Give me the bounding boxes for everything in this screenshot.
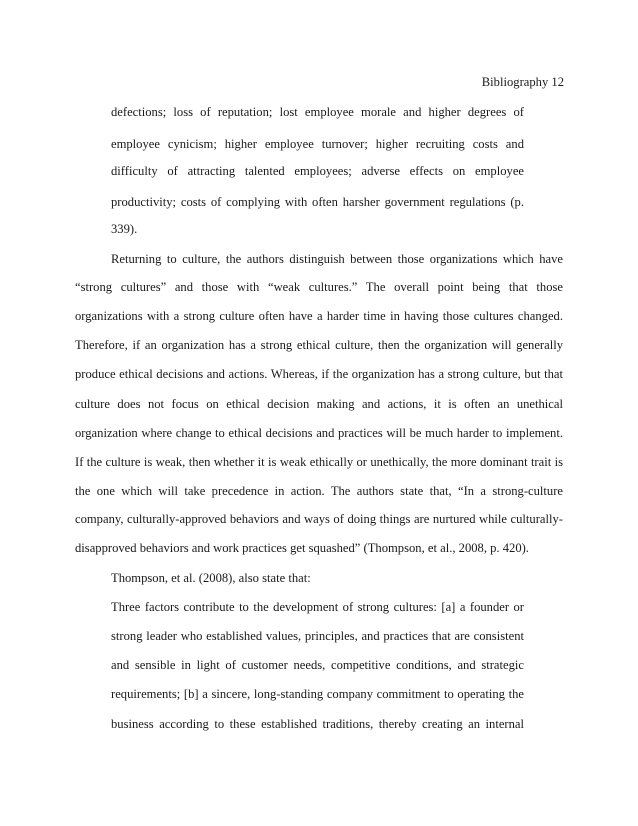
block-quote-line: defections; loss of reputation; lost employee morale and higher degrees of: [111, 105, 524, 119]
paragraph-line: produce ethical decisions and actions. Whereas, if the organization has a strong culture, but that: [75, 367, 563, 381]
block-quote-line: business according to these established traditions, thereby creating an internal: [111, 717, 524, 731]
paragraph-line: If the culture is weak, then whether it is weak ethically or unethically, the more dominant trait is: [75, 455, 563, 469]
paragraph-line: disapproved behaviors and work practices get squashed” (Thompson, et al., 2008, p. 420).: [75, 541, 529, 555]
block-quote-line: Three factors contribute to the development of strong cultures: [a] a founder or: [111, 600, 524, 614]
paragraph-line: Thompson, et al. (2008), also state that:: [111, 571, 311, 585]
block-quote-line: employee cynicism; higher employee turnover; higher recruiting costs and: [111, 137, 524, 151]
block-quote-line: productivity; costs of complying with often harsher government regulations (p.: [111, 195, 524, 209]
block-quote-line: requirements; [b] a sincere, long-standing company commitment to operating the: [111, 687, 524, 701]
block-quote-line: 339).: [111, 222, 138, 236]
paragraph-line: the one which will take precedence in action. The authors state that, “In a strong-culture: [75, 484, 563, 498]
running-head: Bibliography 12: [481, 75, 564, 89]
block-quote-line: and sensible in light of customer needs, competitive conditions, and strategic: [111, 658, 524, 672]
paragraph-line: company, culturally-approved behaviors and ways of doing things are nurtured while culturally-: [75, 512, 563, 526]
paragraph-line: organizations with a strong culture often have a harder time in having those cultures changed.: [75, 309, 563, 323]
paragraph-line: Returning to culture, the authors distinguish between those organizations which have: [111, 252, 563, 266]
block-quote-line: strong leader who established values, principles, and practices that are consistent: [111, 629, 524, 643]
paragraph-line: culture does not focus on ethical decision making and actions, it is often an unethical: [75, 397, 563, 411]
block-quote-line: difficulty of attracting talented employees; adverse effects on employee: [111, 164, 524, 178]
paragraph-line: “strong cultures” and those with “weak cultures.” The overall point being that those: [75, 280, 563, 294]
paragraph-line: Therefore, if an organization has a strong ethical culture, then the organization will generally: [75, 338, 563, 352]
paragraph-line: organization where change to ethical decisions and practices will be much harder to implement.: [75, 426, 563, 440]
